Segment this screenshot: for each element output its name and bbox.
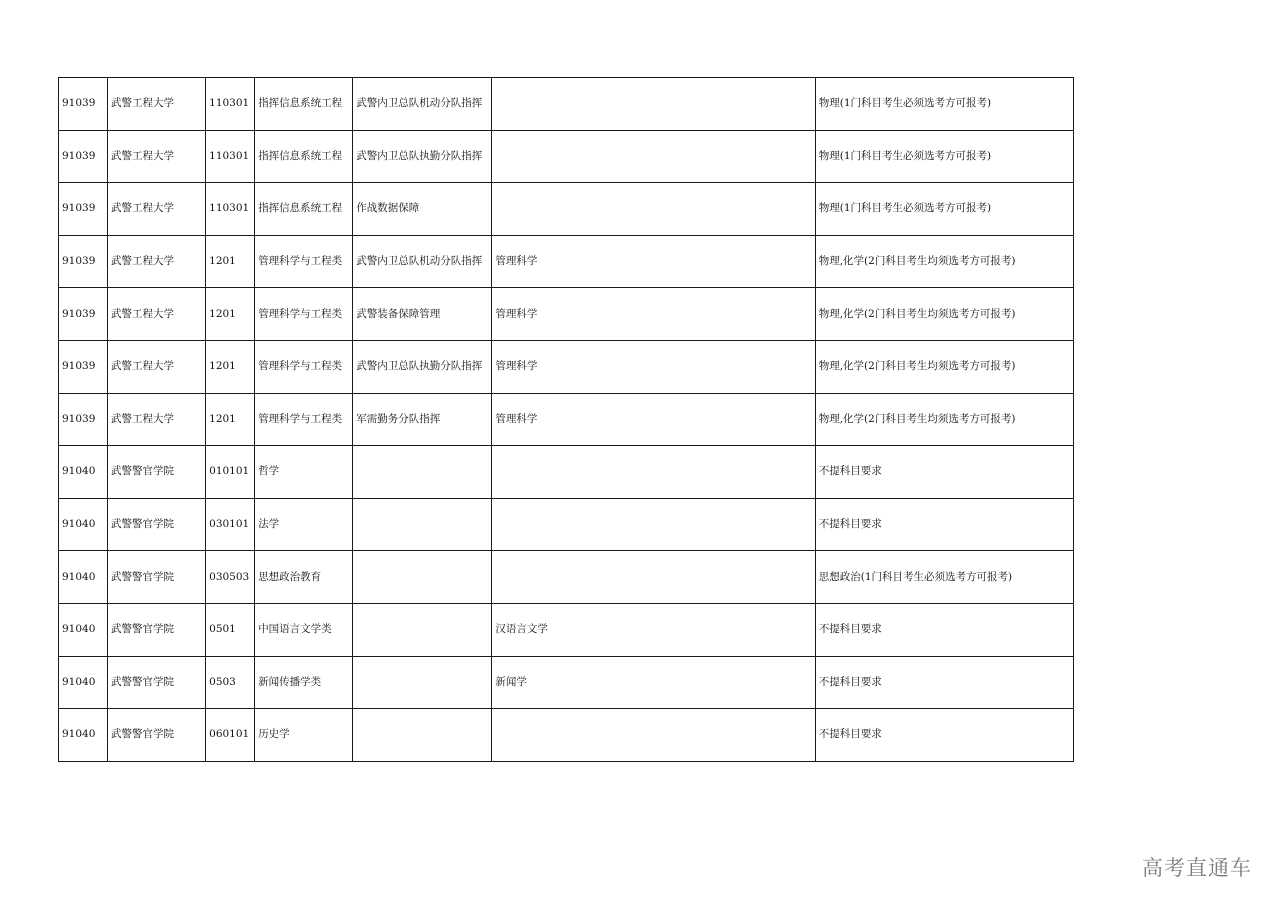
school-name-cell: 武警工程大学 (108, 130, 206, 183)
subject-requirement-cell: 不提科目要求 (815, 603, 1073, 656)
major-name-cell: 指挥信息系统工程 (255, 78, 353, 131)
includes-major-cell (492, 709, 815, 762)
school-code-cell: 91039 (59, 393, 108, 446)
school-code-cell: 91040 (59, 446, 108, 499)
major-code-cell: 010101 (206, 446, 255, 499)
major-name-cell: 指挥信息系统工程 (255, 130, 353, 183)
school-code-cell: 91039 (59, 183, 108, 236)
school-code-cell: 91039 (59, 235, 108, 288)
includes-major-cell: 管理科学 (492, 340, 815, 393)
major-code-cell: 1201 (206, 288, 255, 341)
school-name-cell: 武警工程大学 (108, 78, 206, 131)
includes-major-cell: 管理科学 (492, 235, 815, 288)
major-name-cell: 法学 (255, 498, 353, 551)
major-name-cell: 管理科学与工程类 (255, 288, 353, 341)
direction-cell (353, 603, 492, 656)
table-row (59, 235, 1074, 288)
major-code-cell: 1201 (206, 340, 255, 393)
school-name-cell: 武警警官学院 (108, 603, 206, 656)
includes-major-cell (492, 130, 815, 183)
includes-major-cell (492, 78, 815, 131)
major-name-cell: 管理科学与工程类 (255, 393, 353, 446)
direction-cell (353, 498, 492, 551)
subject-requirement-cell: 不提科目要求 (815, 656, 1073, 709)
table-row (59, 130, 1074, 183)
school-name-cell: 武警工程大学 (108, 340, 206, 393)
school-code-cell: 91040 (59, 498, 108, 551)
school-code-cell: 91040 (59, 656, 108, 709)
includes-major-cell (492, 183, 815, 236)
table-row (59, 551, 1074, 604)
direction-cell: 军需勤务分队指挥 (353, 393, 492, 446)
table-row (59, 393, 1074, 446)
major-code-cell: 060101 (206, 709, 255, 762)
subject-requirement-cell: 不提科目要求 (815, 446, 1073, 499)
school-name-cell: 武警工程大学 (108, 235, 206, 288)
major-code-cell: 0501 (206, 603, 255, 656)
major-name-cell: 新闻传播学类 (255, 656, 353, 709)
major-code-cell: 030503 (206, 551, 255, 604)
major-code-cell: 110301 (206, 130, 255, 183)
direction-cell (353, 446, 492, 499)
major-code-cell: 1201 (206, 393, 255, 446)
subject-requirement-cell: 物理(1门科目考生必须选考方可报考) (815, 78, 1073, 131)
school-name-cell: 武警警官学院 (108, 709, 206, 762)
subject-requirement-cell: 物理,化学(2门科目考生均须选考方可报考) (815, 393, 1073, 446)
direction-cell: 武警内卫总队机动分队指挥 (353, 78, 492, 131)
direction-cell: 作战数据保障 (353, 183, 492, 236)
includes-major-cell: 新闻学 (492, 656, 815, 709)
major-code-cell: 110301 (206, 183, 255, 236)
major-name-cell: 中国语言文学类 (255, 603, 353, 656)
major-code-cell: 0503 (206, 656, 255, 709)
subject-requirement-cell: 物理,化学(2门科目考生均须选考方可报考) (815, 235, 1073, 288)
school-code-cell: 91039 (59, 340, 108, 393)
major-code-cell: 1201 (206, 235, 255, 288)
school-name-cell: 武警工程大学 (108, 288, 206, 341)
school-name-cell: 武警工程大学 (108, 393, 206, 446)
includes-major-cell: 汉语言文学 (492, 603, 815, 656)
watermark-text: 高考直通车 (1142, 856, 1252, 880)
major-name-cell: 管理科学与工程类 (255, 340, 353, 393)
major-name-cell: 指挥信息系统工程 (255, 183, 353, 236)
subject-requirement-cell: 物理(1门科目考生必须选考方可报考) (815, 130, 1073, 183)
subject-requirement-cell: 不提科目要求 (815, 498, 1073, 551)
major-code-cell: 110301 (206, 78, 255, 131)
table-row (59, 288, 1074, 341)
major-name-cell: 哲学 (255, 446, 353, 499)
subject-requirement-cell: 思想政治(1门科目考生必须选考方可报考) (815, 551, 1073, 604)
direction-cell: 武警装备保障管理 (353, 288, 492, 341)
school-code-cell: 91039 (59, 130, 108, 183)
includes-major-cell: 管理科学 (492, 288, 815, 341)
subject-requirement-cell: 物理(1门科目考生必须选考方可报考) (815, 183, 1073, 236)
school-name-cell: 武警警官学院 (108, 551, 206, 604)
school-name-cell: 武警警官学院 (108, 498, 206, 551)
major-name-cell: 思想政治教育 (255, 551, 353, 604)
direction-cell: 武警内卫总队执勤分队指挥 (353, 340, 492, 393)
table-row (59, 183, 1074, 236)
direction-cell (353, 656, 492, 709)
school-name-cell: 武警工程大学 (108, 183, 206, 236)
table-row (59, 498, 1074, 551)
subject-requirement-cell: 物理,化学(2门科目考生均须选考方可报考) (815, 340, 1073, 393)
school-code-cell: 91039 (59, 288, 108, 341)
direction-cell (353, 551, 492, 604)
school-code-cell: 91039 (59, 78, 108, 131)
school-code-cell: 91040 (59, 551, 108, 604)
includes-major-cell (492, 446, 815, 499)
direction-cell: 武警内卫总队执勤分队指挥 (353, 130, 492, 183)
table-row (59, 340, 1074, 393)
includes-major-cell (492, 551, 815, 604)
school-name-cell: 武警警官学院 (108, 656, 206, 709)
subject-requirement-cell: 物理,化学(2门科目考生均须选考方可报考) (815, 288, 1073, 341)
direction-cell: 武警内卫总队机动分队指挥 (353, 235, 492, 288)
subject-requirement-cell: 不提科目要求 (815, 709, 1073, 762)
enrollment-table (58, 77, 1074, 762)
school-code-cell: 91040 (59, 603, 108, 656)
table-row (59, 709, 1074, 762)
school-name-cell: 武警警官学院 (108, 446, 206, 499)
major-name-cell: 管理科学与工程类 (255, 235, 353, 288)
includes-major-cell: 管理科学 (492, 393, 815, 446)
table-body (59, 78, 1074, 762)
school-code-cell: 91040 (59, 709, 108, 762)
table-row (59, 446, 1074, 499)
major-name-cell: 历史学 (255, 709, 353, 762)
direction-cell (353, 709, 492, 762)
includes-major-cell (492, 498, 815, 551)
table-row (59, 78, 1074, 131)
table-row (59, 656, 1074, 709)
major-code-cell: 030101 (206, 498, 255, 551)
table-row (59, 603, 1074, 656)
